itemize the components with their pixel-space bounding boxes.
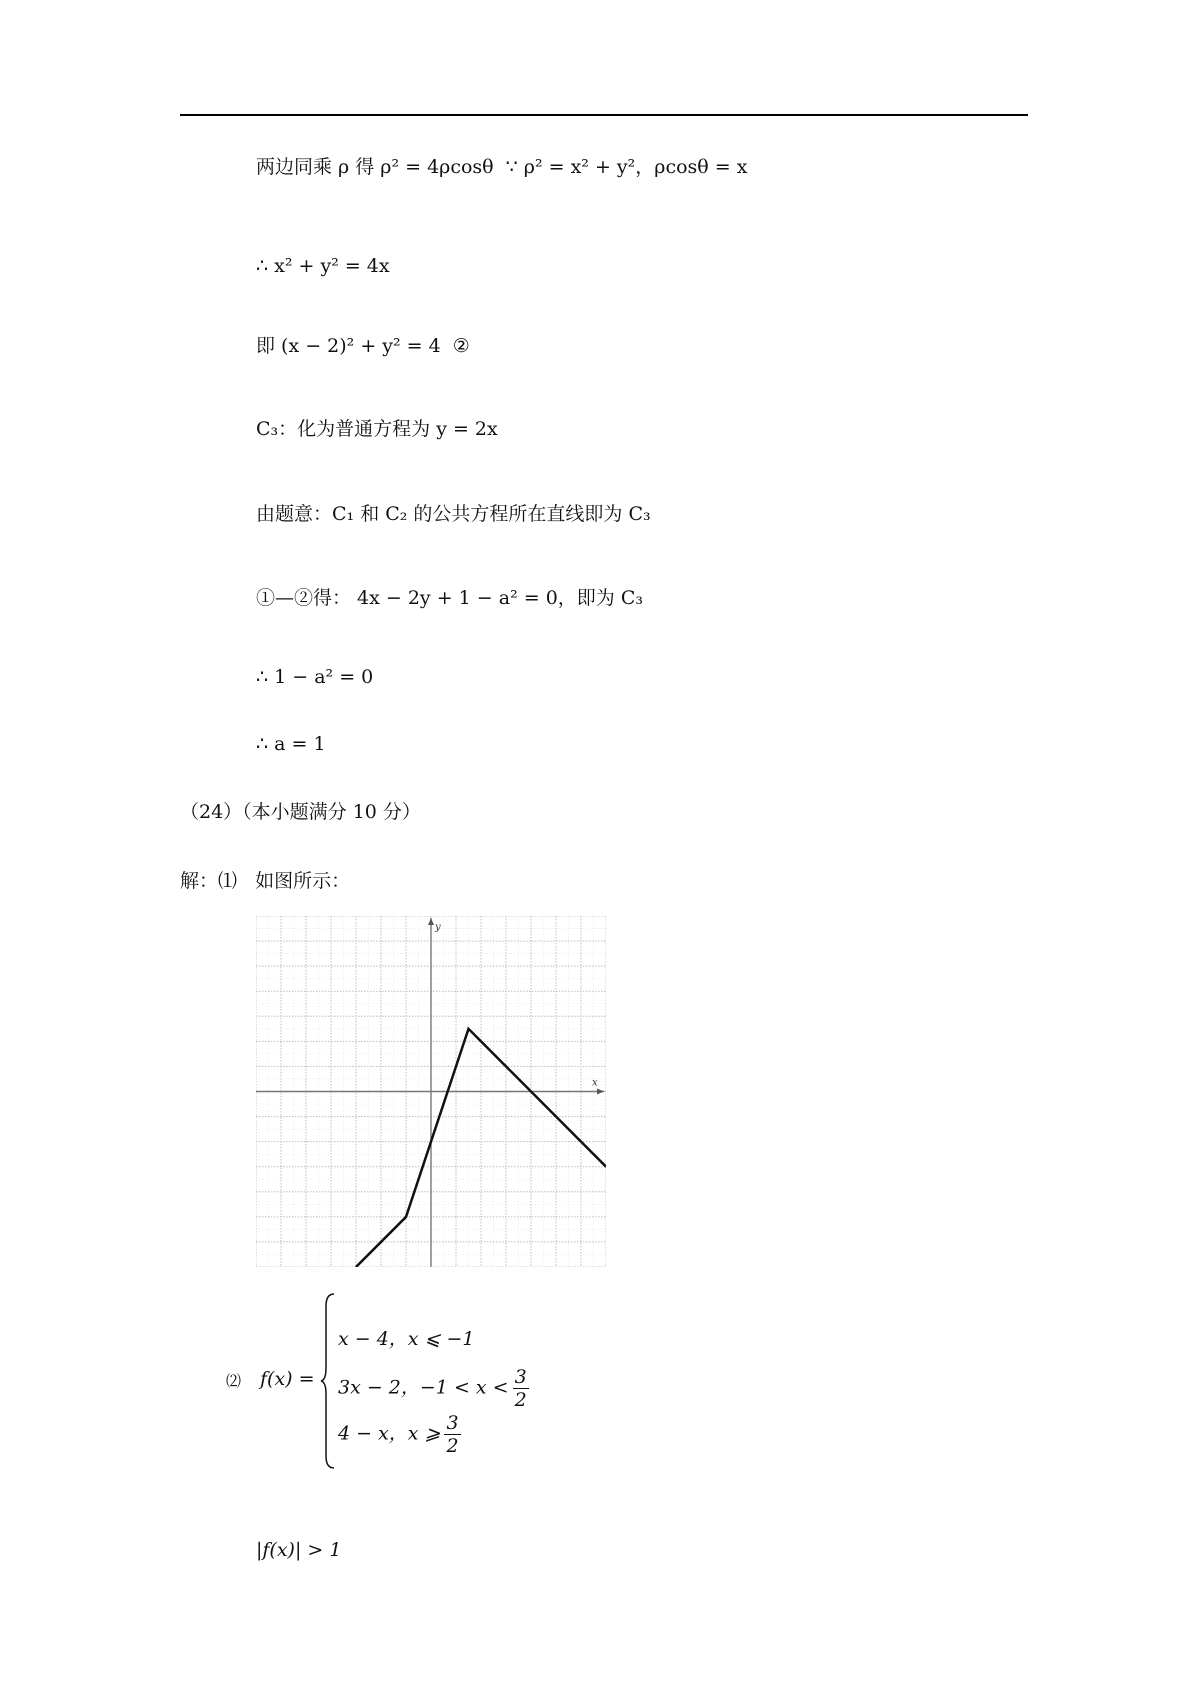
fraction-3-2-b: $\frac{3}{2}$ — [446, 1412, 459, 1457]
polyline-vertex — [468, 1028, 470, 1030]
line-multiply-rho: 两边同乘 ρ 得 ρ² = 4ρcosθ ∵ ρ² = x² + y²，ρcosθ = x — [256, 156, 748, 178]
left-brace — [320, 1292, 336, 1470]
solution-part-1: 解：⑴ 如图所示： — [180, 870, 351, 892]
line-therefore-a2: ∴ 1 − a² = 0 — [256, 666, 374, 688]
line-common-chord: 由题意：C₁ 和 C₂ 的公共方程所在直线即为 C₃ — [256, 503, 651, 525]
piecewise-lhs: f(x) = — [260, 1368, 315, 1390]
function-graph — [256, 916, 606, 1267]
graph-axes — [256, 918, 604, 1267]
x-axis-label: x — [592, 1077, 598, 1089]
fraction-3-2: $\frac{3}{2}$ — [514, 1366, 527, 1411]
case-3: 4 − x，x ⩾ $\frac{3}{2}$ — [338, 1412, 459, 1457]
header-rule — [180, 114, 1028, 116]
case-2: 3x − 2，−1 < x < $\frac{3}{2}$ — [338, 1366, 527, 1411]
y-axis-label: y — [435, 922, 441, 933]
problem-24-heading: （24）（本小题满分 10 分） — [180, 801, 421, 823]
line-c3-equation: C₃：化为普通方程为 y = 2x — [256, 418, 498, 440]
x-axis-arrow — [597, 1089, 604, 1095]
line-subtract: ①—②得： 4x − 2y + 1 − a² = 0，即为 C₃ — [256, 587, 643, 609]
line-therefore-a: ∴ a = 1 — [256, 733, 326, 755]
line-standard-form: 即 (x − 2)² + y² = 4 ② — [256, 335, 470, 357]
y-axis-arrow — [428, 918, 434, 925]
piecewise-function — [222, 1292, 562, 1472]
polyline-vertex — [405, 1216, 407, 1218]
abs-inequality: |f(x)| > 1 — [256, 1539, 342, 1561]
line-therefore-circle: ∴ x² + y² = 4x — [256, 255, 390, 277]
part-2-label: ⑵ — [226, 1372, 242, 1390]
case-1: x − 4，x ⩽ −1 — [338, 1328, 475, 1350]
